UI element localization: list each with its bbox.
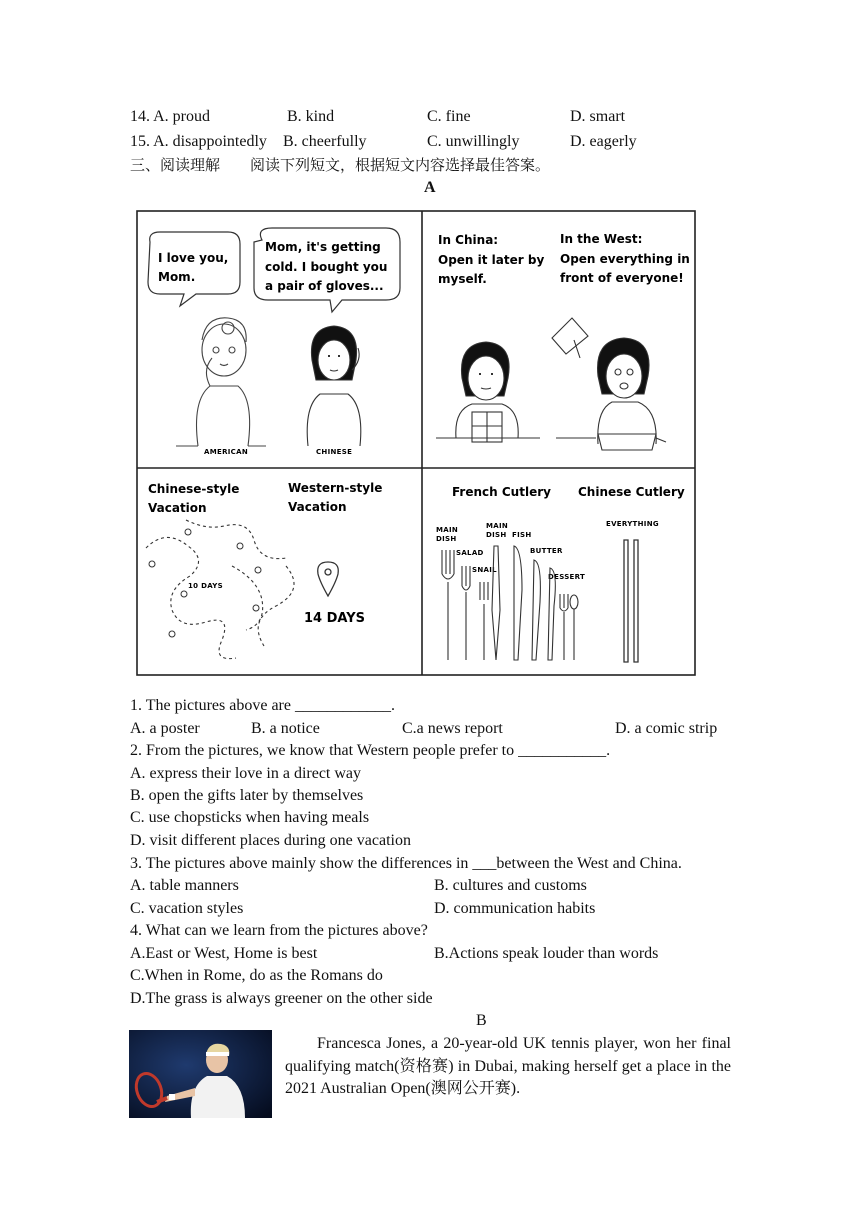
cutlery-label-fish: FISH	[512, 531, 532, 539]
cutlery-label-main-dish-1b: DISH	[436, 535, 457, 543]
ten-days-label: 10 DAYS	[188, 582, 223, 590]
china-line-1: In China:	[438, 233, 499, 247]
west-line-3: front of everyone!	[560, 271, 684, 285]
chinese-vacation-line-1: Chinese-style	[148, 482, 240, 496]
q1-option-c: C.a news report	[402, 720, 503, 737]
q3-option-b: B. cultures and customs	[434, 877, 587, 894]
q3-option-d: D. communication habits	[434, 900, 596, 917]
q4-option-d: D.The grass is always greener on the other side	[130, 990, 433, 1007]
q4-option-b: B.Actions speak louder than words	[434, 945, 659, 962]
china-line-3: myself.	[438, 272, 487, 286]
q3-stem: 3. The pictures above mainly show the differences in ___between the West and China.	[130, 855, 682, 872]
q14-option-a: 14. A. proud	[130, 108, 210, 125]
cutlery-label-main-dish-2b: DISH	[486, 531, 507, 539]
cutlery-label-butter: BUTTER	[530, 547, 563, 555]
q1-option-d: D. a comic strip	[615, 720, 718, 737]
chinese-daughter-illustration	[307, 326, 361, 446]
comic-strip	[136, 210, 696, 676]
q1-option-b: B. a notice	[251, 720, 320, 737]
west-line-2: Open everything in	[560, 252, 690, 266]
bubble-right-line-1: Mom, it's getting	[265, 240, 381, 254]
western-vacation-line-2: Vacation	[288, 500, 347, 514]
tennis-player-photo	[129, 1030, 272, 1118]
bubble-left-line-1: I love you,	[158, 251, 229, 265]
chinese-tag: CHINESE	[316, 448, 353, 456]
q2-option-a: A. express their love in a direct way	[130, 765, 362, 782]
cutlery-label-dessert: DESSERT	[548, 573, 586, 581]
american-tag: AMERICAN	[204, 448, 248, 456]
french-cutlery-title: French Cutlery	[452, 485, 551, 499]
bubble-left-line-2: Mom.	[158, 270, 196, 284]
cutlery-label-snail: SNAIL	[472, 566, 497, 574]
passage-b-label: B	[476, 1012, 487, 1029]
girl-opening-gift-illustration	[552, 318, 666, 450]
q14-option-b: B. kind	[287, 108, 335, 125]
bubble-right-line-2: cold. I bought you	[265, 260, 388, 274]
q3-option-c: C. vacation styles	[130, 900, 244, 917]
chopsticks-illustration	[624, 540, 638, 662]
american-mom-illustration	[176, 318, 266, 446]
q2-option-c: C. use chopsticks when having meals	[130, 809, 370, 826]
bubble-right-line-3: a pair of gloves...	[265, 279, 384, 293]
speech-bubble-left	[148, 232, 240, 306]
single-pin-icon	[318, 562, 339, 596]
chinese-cutlery-title: Chinese Cutlery	[578, 485, 685, 499]
q2-option-b: B. open the gifts later by themselves	[130, 787, 364, 804]
china-line-2: Open it later by	[438, 253, 545, 267]
q15-option-b: B. cheerfully	[283, 133, 367, 150]
chinese-vacation-line-2: Vacation	[148, 501, 207, 515]
passage-a-label: A	[424, 179, 436, 196]
q15-option-a: 15. A. disappointedly	[130, 133, 267, 150]
section-heading: 三、阅读理解 阅读下列短文，根据短文内容选择最佳答案。	[130, 156, 551, 174]
q4-option-c: C.When in Rome, do as the Romans do	[130, 967, 383, 984]
q2-option-d: D. visit different places during one vacation	[130, 832, 411, 849]
cutlery-label-salad: SALAD	[456, 549, 484, 557]
q15-option-d: D. eagerly	[570, 133, 637, 150]
q15-option-c: C. unwillingly	[427, 133, 520, 150]
cutlery-label-everything: EVERYTHING	[606, 520, 659, 528]
q2-stem: 2. From the pictures, we know that Western people prefer to ___________.	[130, 742, 611, 759]
q4-option-a: A.East or West, Home is best	[130, 945, 318, 962]
french-cutlery-illustration	[442, 546, 578, 660]
q14-option-c: C. fine	[427, 108, 471, 125]
girl-holding-gift-illustration	[436, 342, 540, 442]
q3-option-a: A. table manners	[130, 877, 239, 894]
west-line-1: In the West:	[560, 232, 643, 246]
q1-option-a: A. a poster	[130, 720, 200, 737]
cutlery-label-main-dish-1a: MAIN	[436, 526, 459, 534]
q1-stem: 1. The pictures above are ____________.	[130, 697, 395, 714]
q14-option-d: D. smart	[570, 108, 626, 125]
fourteen-days-label: 14 DAYS	[304, 611, 366, 626]
passage-b-paragraph: Francesca Jones, a 20-year-old UK tennis player, won her final qualifying match(资格赛) in Dubai, making herself get a place in the 2021 Australian Open(澳网公开赛).	[285, 1035, 731, 1097]
q4-stem: 4. What can we learn from the pictures above?	[130, 922, 428, 939]
western-vacation-line-1: Western-style	[288, 481, 383, 495]
cutlery-label-main-dish-2a: MAIN	[486, 522, 509, 530]
